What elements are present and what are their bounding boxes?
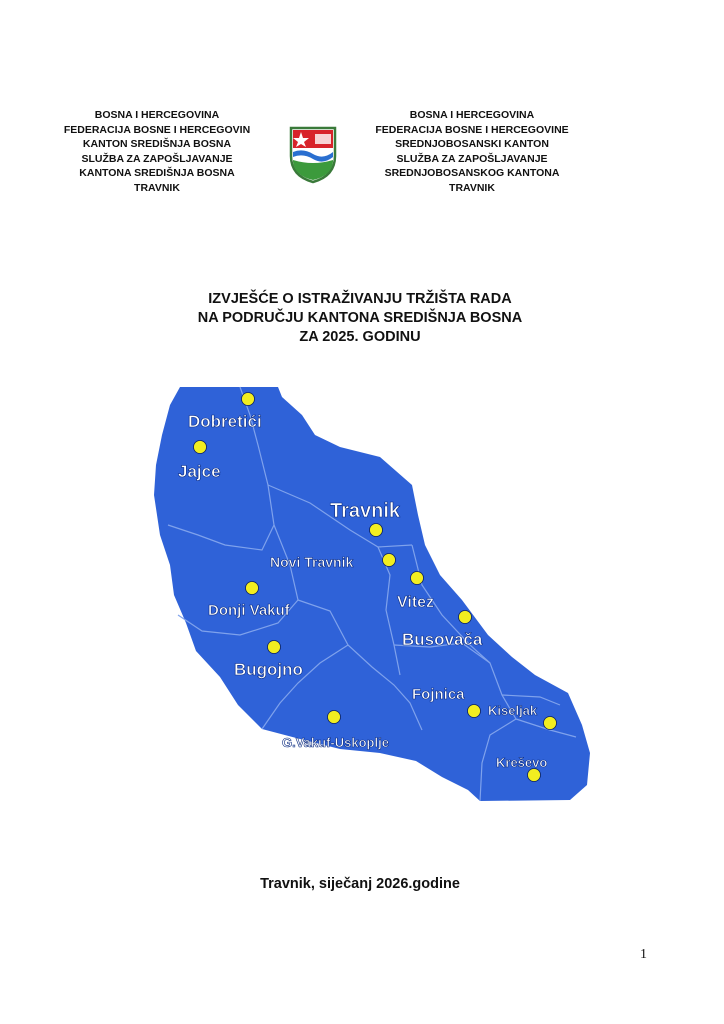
title-line: IZVJEŠĆE O ISTRAŽIVANJU TRŽIŠTA RADA (208, 291, 512, 307)
town-dot-kresevo (528, 769, 541, 782)
map-label-novi-travnik: Novi Travnik (270, 554, 354, 570)
map-label-kiseljak: Kiseljak (488, 703, 538, 718)
header-right (352, 108, 592, 196)
town-dot-fojnica (468, 705, 481, 718)
town-dot-bugojno (268, 641, 281, 654)
town-dot-kiseljak (544, 717, 557, 730)
map-label-vitez: Vitez (397, 594, 435, 611)
map-label-travnik: Travnik (330, 500, 401, 522)
map-label-jajce: Jajce (178, 462, 221, 481)
map-label-fojnica: Fojnica (412, 686, 465, 703)
header-left-line: KANTON SREDIŠNJA BOSNA (82, 138, 232, 151)
canton-coat-of-arms-icon (287, 124, 339, 184)
title-line: ZA 2025. GODINU (299, 329, 421, 345)
header-right-line: FEDERACIJA BOSNE I HERCEGOVINE (375, 123, 569, 136)
town-dot-travnik (370, 524, 383, 537)
town-dot-dobretici (242, 393, 255, 406)
header-left-line: BOSNA I HERCEGOVINA (94, 109, 220, 121)
map-label-busovaca: Busovača (402, 630, 483, 649)
canton-map (150, 385, 595, 805)
header-right-line: TRAVNIK (449, 181, 495, 194)
town-dot-jajce (194, 441, 207, 454)
header-right-line: SLUŽBA ZA ZAPOŠLJAVANJE (396, 152, 548, 165)
page-number: 1 (640, 947, 647, 962)
header-left-line: KANTONA SREDIŠNJA BOSNA (79, 167, 235, 180)
map-label-kresevo: Kreševo (496, 755, 548, 770)
header-left (52, 108, 262, 196)
header-right-line: SREDNJOBOSANSKOG KANTONA (384, 167, 560, 180)
title-line: NA PODRUČJU KANTONA SREDIŠNJA BOSNA (197, 310, 523, 326)
document-title (140, 290, 580, 347)
header-right-line: SREDNJOBOSANSKI KANTON (395, 138, 549, 151)
town-dot-busovaca (459, 611, 472, 624)
header-left-line: TRAVNIK (134, 181, 180, 194)
header-left-line: FEDERACIJA BOSNE I HERCEGOVIN (63, 123, 251, 136)
town-dot-vitez (411, 572, 424, 585)
map-label-bugojno: Bugojno (234, 660, 303, 679)
town-dot-novi-travnik (383, 554, 396, 567)
map-label-dobretici: Dobretići (188, 412, 262, 431)
header-left-line: SLUŽBA ZA ZAPOŠLJAVANJE (81, 152, 233, 165)
place-and-date: Travnik, siječanj 2026.godine (260, 876, 460, 892)
town-dot-donji-vakuf (246, 582, 259, 595)
map-label-donji-vakuf: Donji Vakuf (208, 602, 290, 619)
header-right-line: BOSNA I HERCEGOVINA (409, 109, 535, 121)
town-dot-gornji-vakuf (328, 711, 341, 724)
map-label-gornji-vakuf: G.Vakuf-Uskoplje (282, 735, 389, 750)
